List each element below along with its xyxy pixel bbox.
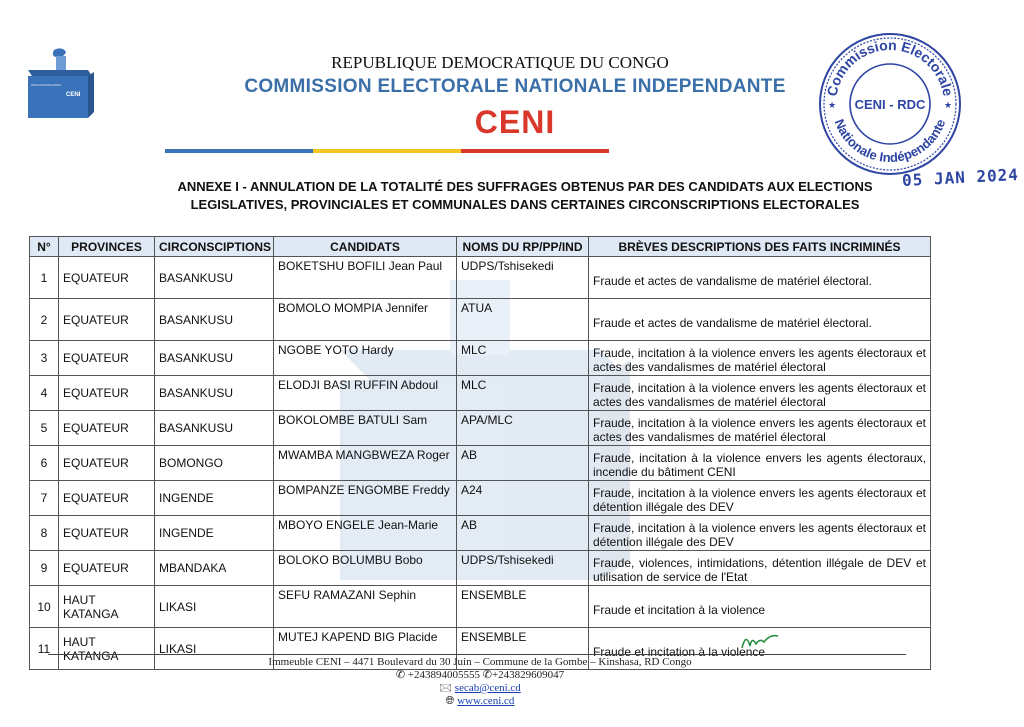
cell-province: EQUATEUR	[59, 341, 155, 376]
cell-candidate: MBOYO ENGELE Jean-Marie	[274, 516, 457, 551]
annex-title	[160, 178, 890, 214]
cell-province: EQUATEUR	[59, 481, 155, 516]
cell-party: AB	[457, 516, 589, 551]
table-row	[30, 257, 931, 299]
cell-number: 9	[30, 551, 59, 586]
cell-description: Fraude, incitation à la violence envers les agents électoraux et détention illégale des DEV	[589, 481, 931, 516]
cell-circonscription: MBANDAKA	[155, 551, 274, 586]
footer-divider	[48, 654, 906, 655]
footer-email-link[interactable]: secab@ceni.cd	[454, 682, 521, 694]
flag-bar-yellow	[313, 149, 461, 153]
col-header-circonscription: CIRCONSCIPTIONS	[155, 237, 274, 257]
cell-province: HAUT KATANGA	[59, 586, 155, 628]
cell-party: UDPS/Tshisekedi	[457, 257, 589, 299]
logo-side-text: COMMISSION ELECTORALE NATIONALE INDEPENDANTE	[31, 83, 61, 87]
cell-circonscription: BASANKUSU	[155, 257, 274, 299]
country-name: REPUBLIQUE DEMOCRATIQUE DU CONGO	[331, 53, 669, 72]
cell-province: EQUATEUR	[59, 376, 155, 411]
cell-circonscription: BASANKUSU	[155, 341, 274, 376]
cell-party: ATUA	[457, 299, 589, 341]
cell-number: 1	[30, 257, 59, 299]
cell-party: ENSEMBLE	[457, 586, 589, 628]
table-row	[30, 299, 931, 341]
cell-province: EQUATEUR	[59, 411, 155, 446]
cell-number: 10	[30, 586, 59, 628]
candidates-table	[29, 236, 931, 670]
cell-candidate: MWAMBA MANGBWEZA Roger	[274, 446, 457, 481]
commission-acronym: CENI	[474, 104, 556, 140]
cell-circonscription: INGENDE	[155, 481, 274, 516]
cell-party: AB	[457, 446, 589, 481]
cell-number: 7	[30, 481, 59, 516]
cell-party: A24	[457, 481, 589, 516]
cell-party: MLC	[457, 341, 589, 376]
table-row	[30, 481, 931, 516]
cell-candidate: BOLOKO BOLUMBU Bobo	[274, 551, 457, 586]
commission-name: COMMISSION ELECTORALE NATIONALE INDEPENDANTE	[244, 76, 786, 97]
cell-circonscription: BASANKUSU	[155, 411, 274, 446]
cell-province: EQUATEUR	[59, 299, 155, 341]
col-header-candidate: CANDIDATS	[274, 237, 457, 257]
col-header-number: N°	[30, 237, 59, 257]
annex-title-line2: LEGISLATIVES, PROVINCIALES ET COMMUNALES DANS CERTAINES CIRCONSCRIPTIONS ELECTORALES	[190, 197, 860, 212]
cell-province: EQUATEUR	[59, 257, 155, 299]
table-row	[30, 586, 931, 628]
cell-candidate: BOKOLOMBE BATULI Sam	[274, 411, 457, 446]
cell-number: 5	[30, 411, 59, 446]
table-row	[30, 516, 931, 551]
footer-phones: ✆ +243894005555 ✆+243829609047	[395, 669, 565, 681]
cell-party: ENSEMBLE	[457, 628, 589, 670]
stamp-star-left: ★	[828, 100, 837, 110]
stamp-ring-bottom: Nationale Indépendante	[831, 116, 949, 166]
stamp-date: 05 JAN 2024	[901, 164, 1020, 191]
footer-email-line	[200, 682, 760, 695]
svg-text:Nationale Indépendante	[832, 117, 949, 165]
globe-icon: 🌐︎	[445, 695, 455, 707]
cell-party: MLC	[457, 376, 589, 411]
cell-candidate: BOKETSHU BOFILI Jean Paul	[274, 257, 457, 299]
cell-circonscription: BASANKUSU	[155, 376, 274, 411]
cell-description: Fraude, violences, intimidations, détention illégale de DEV et utilisation de service de l'Etat	[589, 551, 931, 586]
cell-candidate: ELODJI BASI RUFFIN Abdoul	[274, 376, 457, 411]
table-row	[30, 411, 931, 446]
flag-color-bar	[165, 149, 609, 153]
cell-description: Fraude, incitation à la violence envers les agents électoraux, incendie du bâtiment CENI	[589, 446, 931, 481]
cell-candidate: BOMPANZE ENGOMBE Freddy	[274, 481, 457, 516]
cell-candidate: MUTEJ KAPEND BIG Placide	[274, 628, 457, 670]
cell-description: Fraude, incitation à la violence envers les agents électoraux et actes des vandalismes de matériel électoral	[589, 376, 931, 411]
cell-candidate: NGOBE YOTO Hardy	[274, 341, 457, 376]
svg-text:Commission Electorale	[824, 37, 957, 98]
cell-province: EQUATEUR	[59, 446, 155, 481]
cell-province: HAUT KATANGA	[59, 628, 155, 670]
footer-website-link[interactable]: www.ceni.cd	[457, 695, 515, 707]
col-header-description: BRÈVES DESCRIPTIONS DES FAITS INCRIMINÉS	[589, 237, 931, 257]
cell-number: 6	[30, 446, 59, 481]
official-stamp	[816, 30, 964, 178]
cell-description: Fraude, incitation à la violence envers les agents électoraux et actes des vandalismes de matériel électoral	[589, 341, 931, 376]
stamp-star-right: ★	[944, 100, 953, 110]
footer-address: Immeuble CENI – 4471 Boulevard du 30 Juin – Commune de la Gombe – Kinshasa, RD Congo	[268, 656, 692, 668]
annex-title-line1: ANNEXE I - ANNULATION DE LA TOTALITÉ DES SUFFRAGES OBTENUS PAR DES CANDIDATS AUX ELECTIONS	[177, 179, 873, 194]
cell-province: EQUATEUR	[59, 516, 155, 551]
cell-province: EQUATEUR	[59, 551, 155, 586]
col-header-province: PROVINCES	[59, 237, 155, 257]
cell-number: 11	[30, 628, 59, 670]
cell-candidate: SEFU RAMAZANI Sephin	[274, 586, 457, 628]
stamp-ring-top: Commission Electorale	[823, 36, 957, 98]
handwritten-signature	[738, 630, 780, 652]
cell-party: UDPS/Tshisekedi	[457, 551, 589, 586]
email-icon: 🖂	[439, 682, 453, 694]
cell-number: 3	[30, 341, 59, 376]
cell-description: Fraude et actes de vandalisme de matériel électoral.	[589, 257, 931, 299]
cell-party: APA/MLC	[457, 411, 589, 446]
table-row	[30, 551, 931, 586]
cell-description: Fraude et incitation à la violence	[589, 628, 931, 670]
footer-website-line	[200, 695, 760, 708]
cell-circonscription: INGENDE	[155, 516, 274, 551]
flag-bar-blue	[165, 149, 313, 153]
cell-description: Fraude, incitation à la violence envers les agents électoraux et détention illégale des DEV	[589, 516, 931, 551]
cell-number: 2	[30, 299, 59, 341]
cell-number: 8	[30, 516, 59, 551]
stamp-center-text: CENI - RDC	[854, 97, 926, 112]
cell-circonscription: LIKASI	[155, 628, 274, 670]
flag-bar-red	[461, 149, 609, 153]
cell-candidate: BOMOLO MOMPIA Jennifer	[274, 299, 457, 341]
cell-description: Fraude et incitation à la violence	[589, 586, 931, 628]
logo-text: CENI	[66, 92, 81, 98]
table-row	[30, 446, 931, 481]
footer	[200, 656, 760, 708]
candidates-table-wrapper	[29, 236, 930, 670]
cell-description: Fraude, incitation à la violence envers les agents électoraux et actes des vandalismes de matériel électoral	[589, 411, 931, 446]
cell-circonscription: BASANKUSU	[155, 299, 274, 341]
table-row	[30, 376, 931, 411]
cell-description: Fraude et actes de vandalisme de matériel électoral.	[589, 299, 931, 341]
cell-circonscription: LIKASI	[155, 586, 274, 628]
table-row	[30, 341, 931, 376]
ceni-logo	[22, 46, 98, 122]
cell-number: 4	[30, 376, 59, 411]
cell-circonscription: BOMONGO	[155, 446, 274, 481]
col-header-party: NOMS DU RP/PP/IND	[457, 237, 589, 257]
table-header-row	[30, 237, 931, 257]
